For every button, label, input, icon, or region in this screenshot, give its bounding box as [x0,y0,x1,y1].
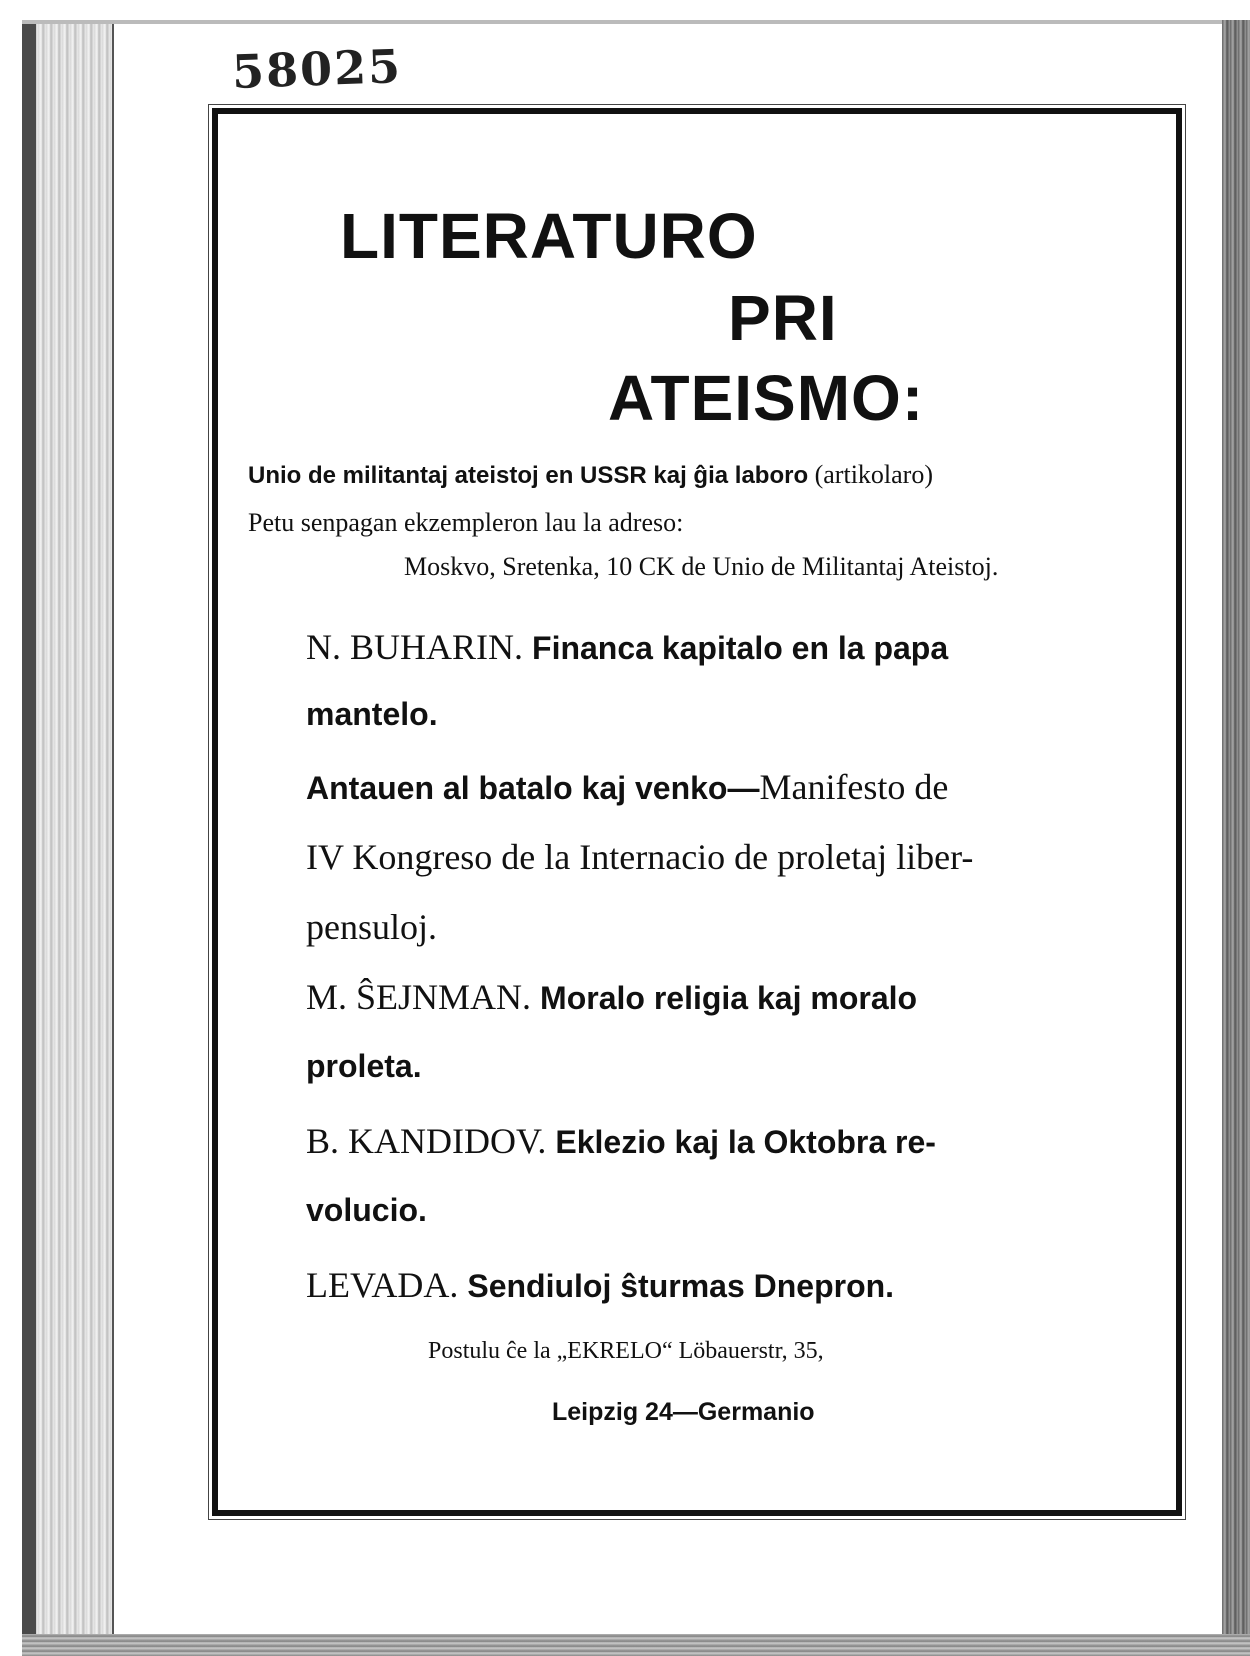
entry-description: Manifesto de [759,767,949,807]
entry-manifesto-line-2: IV Kongreso de la Internacio de proletaj liber- [306,837,974,877]
heading-line-2: PRI [728,282,838,354]
intro-line [248,460,933,490]
book-page-edges-right [1222,20,1250,1656]
book-page-edges-bottom [22,1634,1250,1656]
entry-title: Antauen al batalo kaj venko [306,770,728,806]
entry-manifesto-line-1 [306,766,948,808]
archive-stamp-number: 58025 [231,39,403,99]
intro-request: Petu senpagan ekzempleron lau la adreso: [248,508,684,537]
intro-book-type: (artikolaro) [814,460,933,489]
entry-dash: — [727,770,760,806]
heading-line-3: ATEISMO: [608,362,925,434]
book-spine-shadow [22,20,36,1640]
entry-title: Moralo religia kaj moralo [540,980,918,1016]
heading-line-1: LITERATURO [340,200,758,272]
entry-kandidov-line-2: volucio. [306,1192,427,1228]
entry-author: M. ŜEJNMAN. [306,977,532,1017]
intro-address: Moskvo, Sretenka, 10 CK de Unio de Militantaj Ateistoj. [404,552,999,581]
entry-author: LEVADA. [306,1265,459,1305]
entry-title: Financa kapitalo en la papa [532,630,949,666]
postal-address-line-1: Postulu ĉe la „EKRELO“ Löbauerstr, 35, [428,1338,824,1364]
page-top-edge [22,20,1222,24]
entry-levada-line-1 [306,1264,894,1306]
postal-address-line-2: Leipzig 24—Germanio [552,1398,815,1426]
entry-title: Sendiuloj ŝturmas Dnepron. [467,1268,895,1304]
entry-buharin-line-2: mantelo. [306,696,438,732]
intro-book-title: Unio de militantaj ateistoj en USSR kaj ĝia laboro [248,462,809,489]
entry-author: B. KANDIDOV. [306,1121,547,1161]
entry-manifesto-line-3: pensuloj. [306,907,437,947]
entry-sejnman-line-2: proleta. [306,1048,422,1084]
entry-buharin-line-1 [306,626,948,668]
entry-title: Eklezio kaj la Oktobra re- [555,1124,936,1160]
entry-kandidov-line-1 [306,1120,936,1162]
entry-sejnman-line-1 [306,976,917,1018]
entry-author: N. BUHARIN. [306,627,524,667]
